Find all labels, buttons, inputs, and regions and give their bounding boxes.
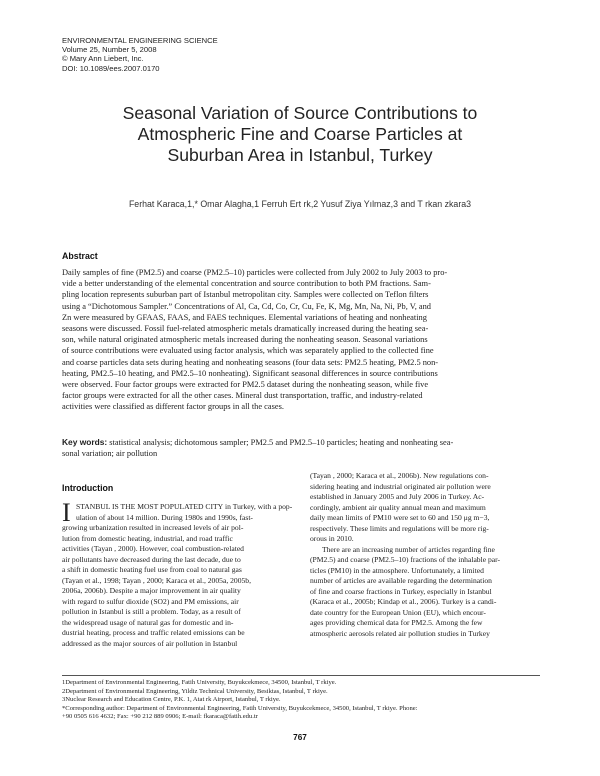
- author-list: Ferhat Karaca,1,* Omar Alagha,1 Ferruh Ert rk,2 Yusuf Ziya Yılmaz,3 and T rkan zkara3: [128, 199, 472, 209]
- page-number: 767: [293, 733, 307, 742]
- journal-volume: Volume 25, Number 5, 2008: [62, 45, 157, 55]
- journal-header: [62, 36, 218, 73]
- intro-line: daily mean limits of PM10 were set to 60 and 150 μg m−3,: [310, 513, 490, 522]
- title-line: Seasonal Variation of Source Contributions to: [122, 103, 478, 123]
- abstract-line: activities were classified as different factor groups in all the cases.: [62, 402, 284, 412]
- abstract-line: Daily samples of fine (PM2.5) and coarse (PM2.5–10) particles were collected from July 2002 to July 2003 to pro-: [62, 268, 448, 277]
- paper-title: [60, 103, 540, 166]
- abstract-line: vide a better understanding of the elemental concentration and source contribution to both PM fractions. Sam-: [62, 279, 431, 289]
- intro-line: activities (Tayan , 2000). However, coal combustion-related: [62, 544, 244, 553]
- intro-line: dustrial heating, process and traffic related emissions can be: [62, 628, 245, 637]
- intro-line: number of articles are available regarding the determination: [310, 576, 492, 585]
- intro-line: respectively. These limits and regulations will be more rig-: [310, 523, 489, 533]
- intro-line: (Tayan , 2000; Karaca et al., 2006b). New regulations con-: [310, 471, 489, 480]
- abstract-line: seasons were discussed. Fossil fuel-related atmospheric metals dramatically increased during the heating sea-: [62, 324, 429, 334]
- abstract-line: using a “Dichotomous Sampler.” Concentrations of Al, Ca, Cd, Co, Cr, Cu, Fe, K, Mg, Mn, Na, Ni, Pb, V, and: [62, 301, 431, 311]
- intro-line: ulation of about 14 million. During 1980s and 1990s, fast-: [76, 512, 253, 522]
- abstract-line: of source contributions were evaluated using factor analysis, which was separately applied to the collected fine: [62, 346, 434, 356]
- intro-line: sidering heating and industrial originated air pollution were: [310, 481, 491, 491]
- intro-line: ages providing chemical data for PM2.5. Among the few: [310, 618, 483, 627]
- intro-line: a shift in domestic heating fuel use from coal to natural gas: [62, 565, 242, 574]
- introduction-heading: Introduction: [62, 483, 114, 493]
- intro-line: pollution in Istanbul is still a problem. Today, as a result of: [62, 607, 241, 616]
- intro-line: addressed as the major sources of air pollution in Istanbul: [62, 638, 238, 648]
- abstract-line: son, while natural originated atmospheric metals increased during the nonheating season. Seasonal variations: [62, 335, 428, 345]
- intro-line: 2006a, 2006b). Despite a major improvement in air quality: [62, 586, 241, 595]
- title-line: Atmospheric Fine and Coarse Particles at: [137, 124, 463, 144]
- keywords-label: Key words:: [62, 437, 108, 447]
- intro-left-column: [62, 498, 293, 649]
- keywords: [62, 437, 540, 459]
- abstract-line: factor groups were extracted for all the other cases. Mineral dust transportation, traffic, and industry-related: [62, 391, 423, 401]
- keywords-text: sonal variation; air pollution: [62, 449, 158, 459]
- drop-cap: I: [62, 498, 71, 527]
- abstract-body: [62, 267, 540, 413]
- journal-doi: DOI: 10.1089/ees.2007.0170: [62, 63, 160, 73]
- intro-line: lution from domestic heating, industrial, and road traffic: [62, 533, 233, 543]
- intro-lead-caps: STANBUL IS THE MOST POPULATED CITY: [76, 502, 224, 511]
- abstract-line: heating, PM2.5–10 heating, and PM2.5–10 nonheating). Significant seasonal differences in source contributions: [62, 368, 438, 378]
- journal-name: ENVIRONMENTAL ENGINEERING SCIENCE: [62, 36, 218, 45]
- intro-lead-rest: in Turkey, with a pop-: [223, 502, 293, 511]
- footnote: 2Department of Environmental Engineering, Yildiz Technical University, Besiktas, Istanbul, T rkiye.: [62, 687, 328, 695]
- abstract-line: were observed. Four factor groups were extracted for PM2.5 dataset during the nonheating season, while five: [62, 380, 429, 390]
- footnote: 1Department of Environmental Engineering, Fatih University, Buyukcekmece, 34500, Istanbul, T rkiye.: [62, 679, 337, 686]
- abstract-heading: Abstract: [62, 251, 98, 261]
- footnotes: [62, 679, 540, 722]
- footnote-divider: [62, 675, 540, 676]
- keywords-text: statistical analysis; dichotomous sampler; PM2.5 and PM2.5–10 particles; heating and nonheating sea-: [109, 438, 454, 447]
- abstract-line: Zn were measured by GFAAS, FAAS, and FAES techniques. Elemental variations of heating and nonheating: [62, 312, 427, 322]
- title-line: Suburban Area in Istanbul, Turkey: [167, 145, 433, 165]
- footnote: 3Nuclear Research and Education Centre, P.K. 1, Atat rk Airport, Istanbul, T rkiye.: [62, 696, 281, 704]
- intro-line: There are an increasing number of articles regarding fine: [322, 544, 495, 554]
- intro-line: orous in 2010.: [310, 534, 354, 543]
- intro-line: date country for the European Union (EU), which encour-: [310, 607, 486, 617]
- journal-copyright: © Mary Ann Liebert, Inc.: [62, 54, 144, 64]
- intro-line: established in January 2005 and July 2006 in Turkey. Ac-: [310, 492, 485, 501]
- intro-line: atmospheric aerosols related air pollution studies in Turkey: [310, 628, 490, 638]
- intro-line: with regard to sulfur dioxide (SO2) and PM emissions, air: [62, 596, 239, 606]
- abstract-line: pling location represents suburban part of Istanbul metropolitan city. Samples were collected on Teflon filters: [62, 290, 429, 300]
- intro-line: (Tayan et al., 1998; Tayan , 2000; Karaca et al., 2005a, 2005b,: [62, 575, 252, 585]
- intro-line: cordingly, ambient air quality annual mean and maximum: [310, 502, 486, 512]
- abstract-line: and coarse particles data sets during heating and nonheating seasons (four data sets: PM2.5 heating, PM2.5 non-: [62, 357, 439, 367]
- intro-line: the widespread usage of natural gas for domestic and in-: [62, 617, 234, 627]
- footnote: +90 0505 616 4632; Fax: +90 212 889 0906; E-mail: fkaraca@fatih.edu.tr: [62, 713, 258, 721]
- intro-line: air pollutants have decreased during the last decade, due to: [62, 554, 241, 564]
- intro-line: of fine and coarse fractions in Turkey, especially in Istanbul: [310, 586, 492, 596]
- intro-line: (Karaca et al., 2005b; Kindap et al., 2006). Turkey is a candi-: [310, 597, 497, 606]
- intro-line: ticles (PM10) in the atmosphere. Unfortunately, a limited: [310, 565, 484, 575]
- intro-line: growing urbanization resulted in increased levels of air pol-: [62, 523, 244, 532]
- intro-line: (PM2.5) and coarse (PM2.5–10) fractions of the inhalable par-: [310, 555, 501, 564]
- footnote: *Corresponding author: Department of Environmental Engineering, Fatih University, Buyukcekmece, 34500, Istanbul, T rkiye. Phone:: [62, 704, 418, 712]
- intro-right-column: [310, 471, 538, 639]
